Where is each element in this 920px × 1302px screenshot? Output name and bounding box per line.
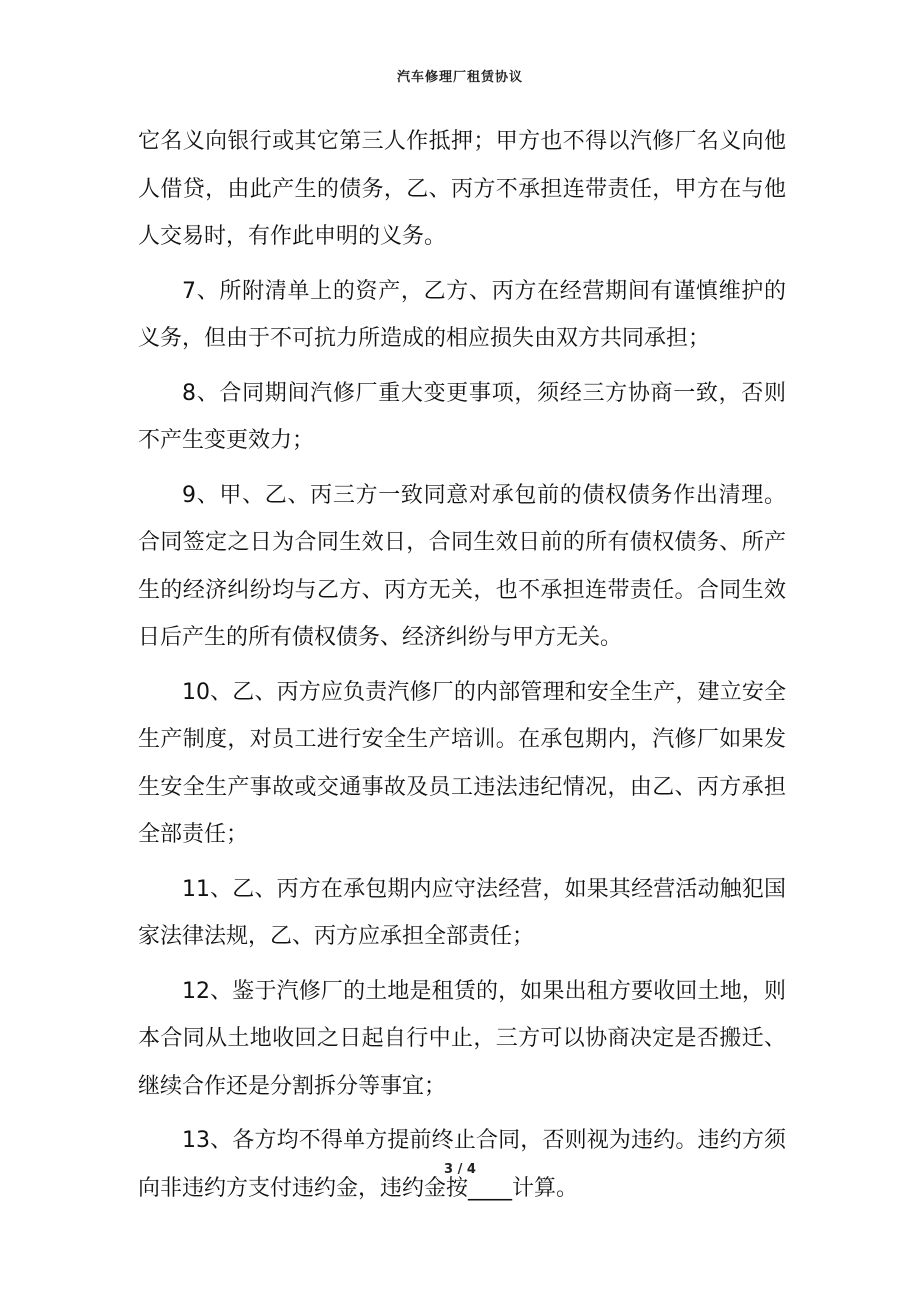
paragraph-clause-10: 10、乙、丙方应负责汽修厂的内部管理和安全生产，建立安全生产制度，对员工进行安全生产培训。在承包期内，汽修厂如果发生安全生产事故或交通事故及员工违法违纪情况，由乙、丙方承担全部责任；: [138, 679, 786, 847]
paragraph-clause-13: 13、各方均不得单方提前终止合同，否则视为违约。违约方须向非违约方支付违约金，违约金按____计算。: [138, 1128, 786, 1201]
paragraph-clause-11: 11、乙、丙方在承包期内应守法经营，如果其经营活动触犯国家法律法规，乙、丙方应承担全部责任；: [138, 876, 786, 949]
page-header-title: 汽车修理厂租赁协议: [396, 70, 523, 85]
paragraph-clause-8: 8、合同期间汽修厂重大变更事项，须经三方协商一致，否则不产生变更效力；: [138, 380, 786, 453]
document-body: [138, 118, 786, 1219]
paragraph-clause-7: 7、所附清单上的资产，乙方、丙方在经营期间有谨慎维护的义务，但由于不可抗力所造成的相应损失由双方共同承担；: [138, 278, 786, 351]
paragraph-continuation: 它名义向银行或其它第三人作抵押；甲方也不得以汽修厂名义向他人借贷，由此产生的债务，乙、丙方不承担连带责任，甲方在与他人交易时，有作此申明的义务。: [138, 129, 786, 249]
page-number: 3 / 4: [444, 1162, 476, 1177]
paragraph-clause-12: 12、鉴于汽修厂的土地是租赁的，如果出租方要收回土地，则本合同从土地收回之日起自行中止，三方可以协商决定是否搬迁、继续合作还是分割拆分等事宜；: [138, 978, 786, 1099]
paragraph-clause-9: 9、甲、乙、丙三方一致同意对承包前的债权债务作出清理。合同签定之日为合同生效日，合同生效日前的所有债权债务、所产生的经济纠纷均与乙方、丙方无关，也不承担连带责任。合同生效日后产生的所有债权债务、经济纠纷与甲方无关。: [138, 482, 786, 650]
